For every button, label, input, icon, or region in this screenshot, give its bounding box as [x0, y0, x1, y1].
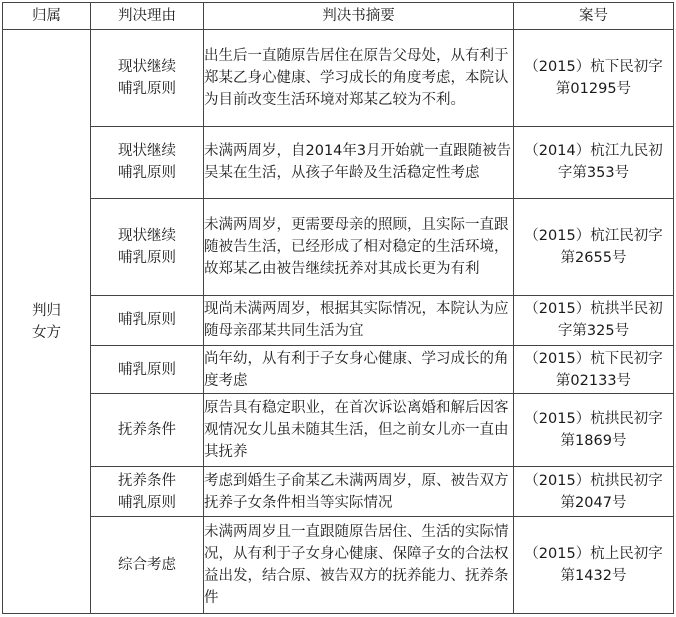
reason-cell: 现状继续 哺乳原则	[91, 30, 204, 127]
case-number-cell: （2015）杭拱民初字 第2047号	[514, 466, 674, 516]
reason-cell: 抚养条件 哺乳原则	[91, 466, 204, 516]
reason-cell: 抚养条件	[91, 394, 204, 466]
summary-cell: 出生后一直随原告居住在原告父母处，从有利于郑某乙身心健康、学习成长的角度考虑，本院认为目前改变生活环境对郑某乙较为不利。	[204, 30, 514, 127]
reason-cell: 哺乳原则	[91, 346, 204, 394]
summary-cell: 现尚未满两周岁，根据其实际情况，本院认为应随母亲邵某共同生活为宜	[204, 295, 514, 345]
case-number-cell: （2015）杭下民初字 第02133号	[514, 346, 674, 394]
header-reason: 判决理由	[91, 3, 204, 30]
case-number-cell: （2014）杭江九民初 字第353号	[514, 126, 674, 198]
summary-cell: 原告具有稳定职业，在首次诉讼离婚和解后因客观情况女儿虽未随其生活，但之前女儿亦一直由其抚养	[204, 394, 514, 466]
header-case: 案号	[514, 3, 674, 30]
group-cell	[3, 30, 91, 614]
group-label: 判归 女方	[32, 302, 61, 341]
reason-cell: 现状继续 哺乳原则	[91, 199, 204, 296]
summary-cell: 未满两周岁，自2014年3月开始就一直跟随被告吴某在生活，从孩子年龄及生活稳定性考虑	[204, 126, 514, 198]
table-row	[3, 346, 674, 394]
summary-cell: 尚年幼，从有利于子女身心健康、学习成长的角度考虑	[204, 346, 514, 394]
reason-cell: 哺乳原则	[91, 295, 204, 345]
judgment-table	[2, 2, 674, 614]
table-row	[3, 394, 674, 466]
case-number-cell: （2015）杭上民初字 第1432号	[514, 517, 674, 614]
summary-cell: 未满两周岁且一直跟随原告居住、生活的实际情况，从有利于子女身心健康、保障子女的合法权益出发，结合原、被告双方的抚养能力、抚养条件	[204, 517, 514, 614]
case-number-cell: （2015）杭拱半民初 字第325号	[514, 295, 674, 345]
case-number-cell: （2015）杭江民初字 第2655号	[514, 199, 674, 296]
case-number-cell: （2015）杭拱民初字 第1869号	[514, 394, 674, 466]
reason-cell: 综合考虑	[91, 517, 204, 614]
header-summary: 判决书摘要	[204, 3, 514, 30]
summary-cell: 考虑到婚生子俞某乙未满两周岁，原、被告双方抚养子女条件相当等实际情况	[204, 466, 514, 516]
table-row	[3, 30, 674, 127]
header-row	[3, 3, 674, 30]
table-row	[3, 466, 674, 516]
table-row	[3, 199, 674, 296]
table-row	[3, 126, 674, 198]
table-row	[3, 295, 674, 345]
summary-cell: 未满两周岁，更需要母亲的照顾，且实际一直跟随被告生活，已经形成了相对稳定的生活环境，故郑某乙由被告继续抚养对其成长更为有利	[204, 199, 514, 296]
reason-cell: 现状继续 哺乳原则	[91, 126, 204, 198]
header-group: 归属	[3, 3, 91, 30]
table-row	[3, 517, 674, 614]
case-number-cell: （2015）杭下民初字 第01295号	[514, 30, 674, 127]
